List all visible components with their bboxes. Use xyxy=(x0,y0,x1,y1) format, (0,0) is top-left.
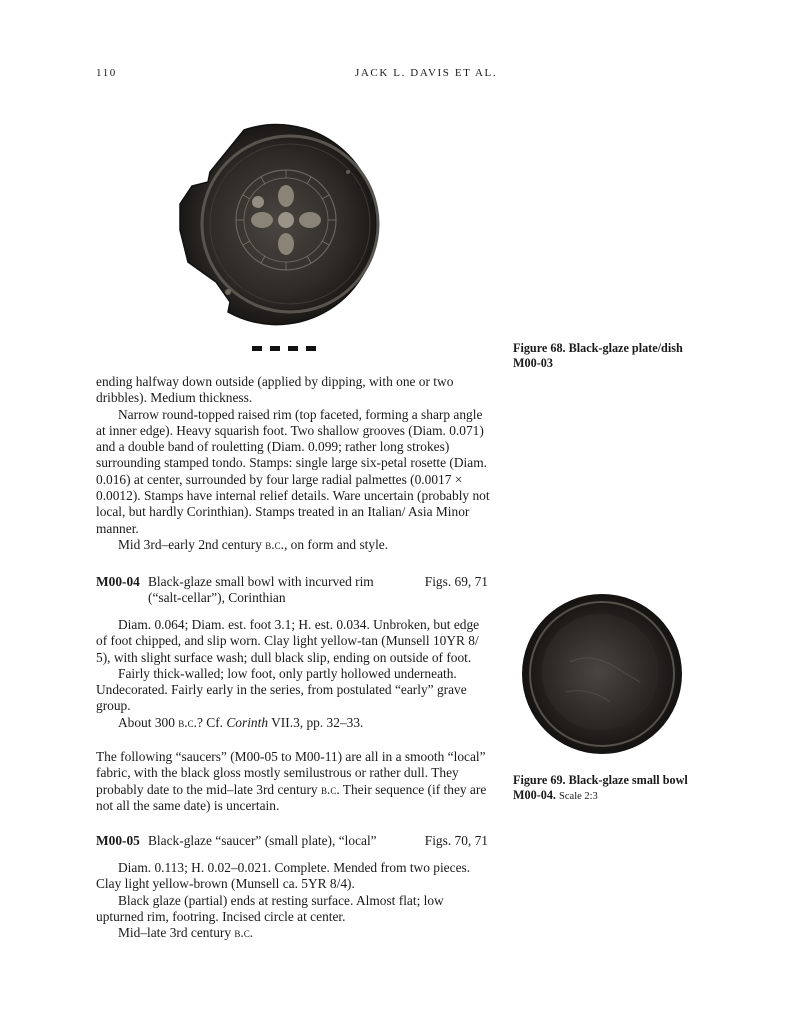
entry-m00-03-text xyxy=(96,374,492,553)
figure-68-caption: Figure 68. Black-glaze plate/dish M00-03 xyxy=(513,341,683,370)
paragraph: Mid 3rd–early 2nd century b.c., on form and style. xyxy=(118,536,389,552)
running-title: JACK L. DAVIS ET AL. xyxy=(355,67,498,79)
paragraph: Fairly thick-walled; low foot, only partly hollowed underneath. Undecorated. Fairly early in the series, from postulated “early” grave group. xyxy=(96,665,467,714)
paragraph: Black glaze (partial) ends at resting surface. Almost flat; low upturned rim, footring. Incised circle at center. xyxy=(96,892,444,924)
entry-m00-05-text xyxy=(96,860,492,941)
paragraph: Diam. 0.113; H. 0.02–0.021. Complete. Mended from two pieces. Clay light yellow-brown (Munsell ca. 5YR 8/4). xyxy=(96,860,471,892)
entry-m00-05-heading xyxy=(96,833,492,849)
scale-bar xyxy=(252,346,316,351)
entry-m00-04-text xyxy=(96,617,492,731)
paragraph: Narrow round-topped raised rim (top faceted, forming a sharp angle at inner edge). Heavy squarish foot. Two shallow grooves (Diam. 0.071) and a double band of rouletting (Diam. 0.099; rather long strokes) surrounding stamped tondo. Stamps: single large six-petal rosette (Diam. 0.016) at center, surrounded by four large radial palmettes (0.0017 × 0.0012). Stamps have internal relief details. Ware uncertain (probably not local, but hardly Corinthian). Stamps treated in an Italian/ Asia Minor manner. xyxy=(96,406,490,536)
paragraph: ending halfway down outside (applied by dipping, with one or two dribbles). Medium thickness. xyxy=(96,374,454,406)
entry-id: M00-05 xyxy=(96,833,140,848)
figure-reference: Figs. 69, 71 xyxy=(424,574,488,589)
figure-69-photo xyxy=(520,592,684,756)
entry-title-cont: (“salt-cellar”), Corinthian xyxy=(148,590,286,606)
paragraph: About 300 b.c.? Cf. Corinth VII.3, pp. 32–33. xyxy=(118,714,364,730)
figure-68-photo xyxy=(168,112,398,337)
figure-reference: Figs. 70, 71 xyxy=(424,833,488,848)
page-number: 110 xyxy=(96,67,117,79)
entry-id: M00-04 xyxy=(96,574,140,589)
paragraph: The following “saucers” (M00-05 to M00-11) are all in a smooth “local” fabric, with the black gloss mostly semilustrous or rather dull. They probably date to the mid–late 3rd century b.c. Their sequence (if they are not all the same date) is uncertain. xyxy=(96,749,487,813)
entry-title: Black-glaze small bowl with incurved rim xyxy=(148,574,374,589)
paragraph: Diam. 0.064; Diam. est. foot 3.1; H. est. 0.034. Unbroken, but edge of foot chipped, and slip worn. Clay light yellow-tan (Munsell 10YR 8/ 5), with slight surface wash; dull black slip, ending on outside of foot. xyxy=(96,617,480,665)
saucers-intro xyxy=(96,749,492,814)
entry-m00-04-heading xyxy=(96,574,492,607)
paragraph: Mid–late 3rd century b.c. xyxy=(118,925,254,941)
figure-69-caption: Figure 69. Black-glaze small bowl M00-04. Scale 2:3 xyxy=(513,773,688,802)
entry-title: Black-glaze “saucer” (small plate), “local” xyxy=(148,833,377,848)
